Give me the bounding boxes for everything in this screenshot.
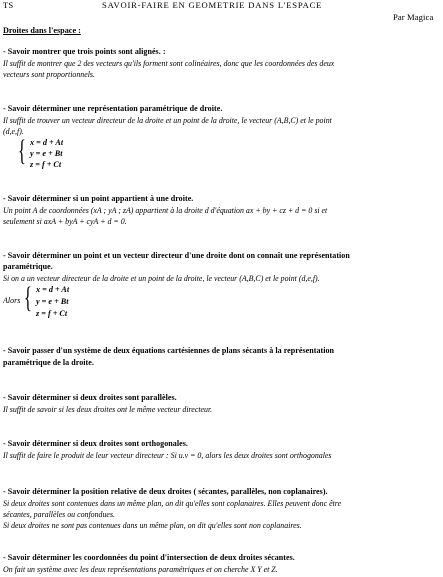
class-label: TS	[3, 0, 14, 10]
item-body-line: Si deux droites sont contenues dans un même plan, on dit qu'elles sont coplanaires. Elles peuvent donc être	[3, 499, 342, 508]
page-title: SAVOIR-FAIRE EN GEOMETRIE DANS L'ESPACE	[102, 0, 323, 10]
item-heading-orthogonal-lines: - Savoir déterminer si deux droites sont orthogonales.	[3, 439, 188, 448]
item-heading-aligned-points: - Savoir montrer que trois points sont alignés. :	[3, 47, 166, 56]
item-body-line: Il suffit de savoir si les deux droites ont le même vecteur directeur.	[3, 405, 213, 414]
author-label: Par Magica	[393, 12, 434, 22]
system-brace: {	[24, 281, 32, 314]
item-heading-point-on-line: - Savoir déterminer si un point appartient à une droite.	[3, 194, 194, 203]
item-body-line: seulement si axA + byA + cyA + d = 0.	[3, 217, 127, 226]
item-body-line: Un point A de coordonnées (xA ; yA ; zA) appartient à la droite d d'équation ax + by + cz + d = 0 si et	[3, 206, 328, 215]
alors-label: Alors	[3, 296, 21, 305]
item-body-line: sécantes, parallèles ou confondues.	[3, 510, 115, 519]
system-equation: x = d + At	[36, 285, 70, 294]
item-heading-point-and-vector: - Savoir déterminer un point et un vecteur directeur d'une droite dont on connaît une représentation	[3, 251, 350, 260]
system-equation: x = d + At	[30, 138, 64, 147]
item-heading-relative-position: - Savoir déterminer la position relative de deux droites ( sécantes, parallèles, non coplanaires).	[3, 487, 328, 496]
section-title: Droites dans l'espace :	[3, 26, 81, 35]
item-heading-cartesian-to-parametric: - Savoir passer d'un système de deux équations cartésiennes de plans sécants à la représentation	[3, 346, 335, 355]
system-equation: z = f + Ct	[30, 160, 62, 169]
item-body-line: (d,e,f).	[3, 127, 24, 136]
item-heading-continued: paramétrique.	[3, 262, 53, 271]
item-body-line: Si deux droites ne sont pas contenues dans un même plan, on dit qu'elles sont non coplanaires.	[3, 521, 302, 530]
system-equation: y = e + Bt	[36, 297, 69, 306]
system-equation: z = f + Ct	[36, 309, 68, 318]
item-body-line: vecteurs sont proportionnels.	[3, 70, 95, 79]
item-heading-intersection-point: - Savoir déterminer les coordonnées du point d'intersection de deux droites sécantes.	[3, 553, 295, 562]
item-heading-parametric-line: - Savoir déterminer une représentation paramétrique de droite.	[3, 104, 223, 113]
item-body-line: Il suffit de montrer que 2 des vecteurs qu'ils forment sont colinéaires, donc que les coordonnées des deux	[3, 59, 335, 68]
system-brace: {	[18, 134, 26, 167]
item-heading-parallel-lines: - Savoir déterminer si deux droites sont parallèles.	[3, 393, 177, 402]
item-body-line: Il suffit de faire le produit de leur vecteur directeur : Si u.v = 0, alors les deux droites sont orthogonales	[3, 451, 332, 460]
item-body-line: On fait un système avec les deux représentations paramétriques et on cherche X Y et Z.	[3, 565, 278, 574]
system-equation: y = e + Bt	[30, 149, 63, 158]
item-body-line: Il suffit de trouver un vecteur directeur de la droite et un point de la droite, le vecteur (A,B,C) et le point	[3, 116, 332, 125]
item-heading-continued: paramétrique de la droite.	[3, 358, 94, 367]
item-body-line: Si on a un vecteur directeur de la droite et un point de la droite, le vecteur (A,B,C) et le point (d,e,f).	[3, 274, 320, 283]
